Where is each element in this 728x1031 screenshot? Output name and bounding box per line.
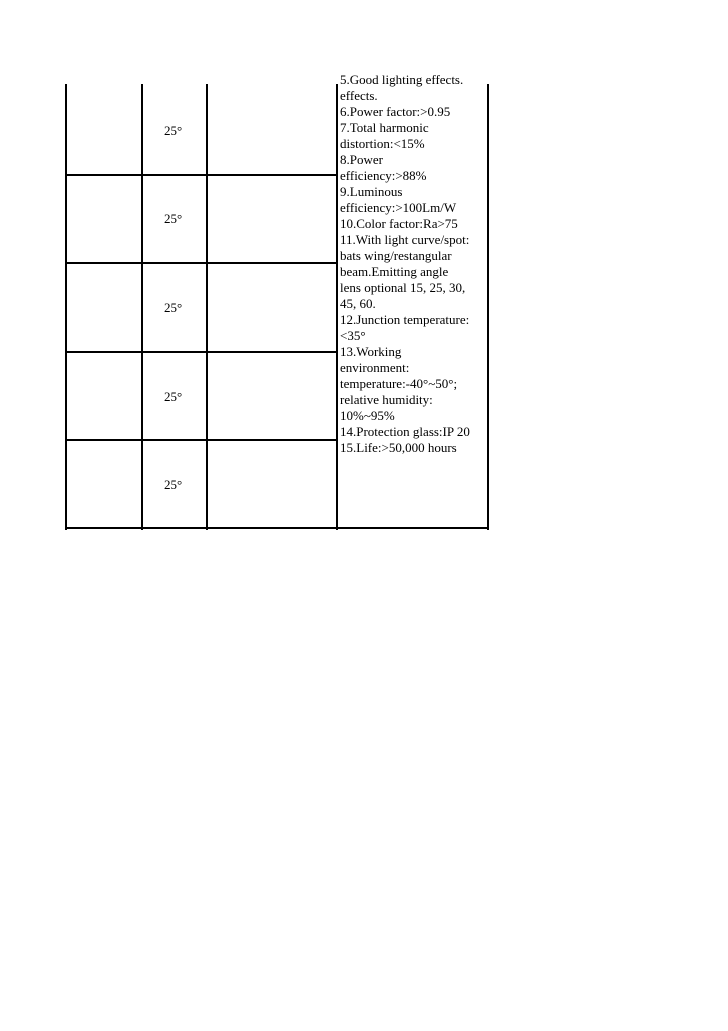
spec-line: <35° (340, 328, 366, 343)
spec-line: 6.Power factor:>0.95 (340, 104, 451, 119)
spec-line: temperature:-40°~50°; (340, 376, 458, 391)
spec-line: 12.Junction temperature: (340, 312, 470, 327)
spec-line: 14.Protection glass:IP 20 (340, 424, 470, 439)
spec-line: environment: (340, 360, 410, 375)
angle-cell-4: 25° (164, 389, 183, 404)
angle-cell-3: 25° (164, 300, 183, 315)
row-divider-3 (65, 351, 338, 353)
table-col-divider-1 (141, 84, 143, 530)
angle-cell-2: 25° (164, 211, 183, 226)
spec-text (340, 72, 490, 456)
spec-line: relative humidity: (340, 392, 433, 407)
spec-line: 8.Power (340, 152, 383, 167)
spec-line: efficiency:>100Lm/W (340, 200, 457, 215)
angle-cell-1: 25° (164, 123, 183, 138)
spec-line: 10.Color factor:Ra>75 (340, 216, 458, 231)
spec-line: 9.Luminous (340, 184, 403, 199)
spec-line: beam.Emitting angle (340, 264, 449, 279)
spec-line: effects. (340, 88, 378, 103)
spec-line: bats wing/restangular (340, 248, 452, 263)
spec-cell (340, 72, 490, 528)
spec-line: 7.Total harmonic (340, 120, 429, 135)
spec-line: efficiency:>88% (340, 168, 427, 183)
row-divider-4 (65, 439, 338, 441)
spec-line: 10%~95% (340, 408, 395, 423)
spec-line: distortion:<15% (340, 136, 425, 151)
spec-line: 15.Life:>50,000 hours (340, 440, 457, 455)
table-col-divider-2 (206, 84, 208, 530)
spec-line: 11.With light curve/spot: (340, 232, 470, 247)
angle-cell-5: 25° (164, 477, 183, 492)
row-divider-1 (65, 174, 338, 176)
row-divider-2 (65, 262, 338, 264)
spec-line: lens optional 15, 25, 30, (340, 280, 466, 295)
spec-line: 13.Working (340, 344, 402, 359)
table-col-divider-3 (336, 84, 338, 530)
spec-line: 45, 60. (340, 296, 376, 311)
spec-line: 5.Good lighting effects. (340, 72, 464, 87)
table-left-border (65, 84, 67, 530)
